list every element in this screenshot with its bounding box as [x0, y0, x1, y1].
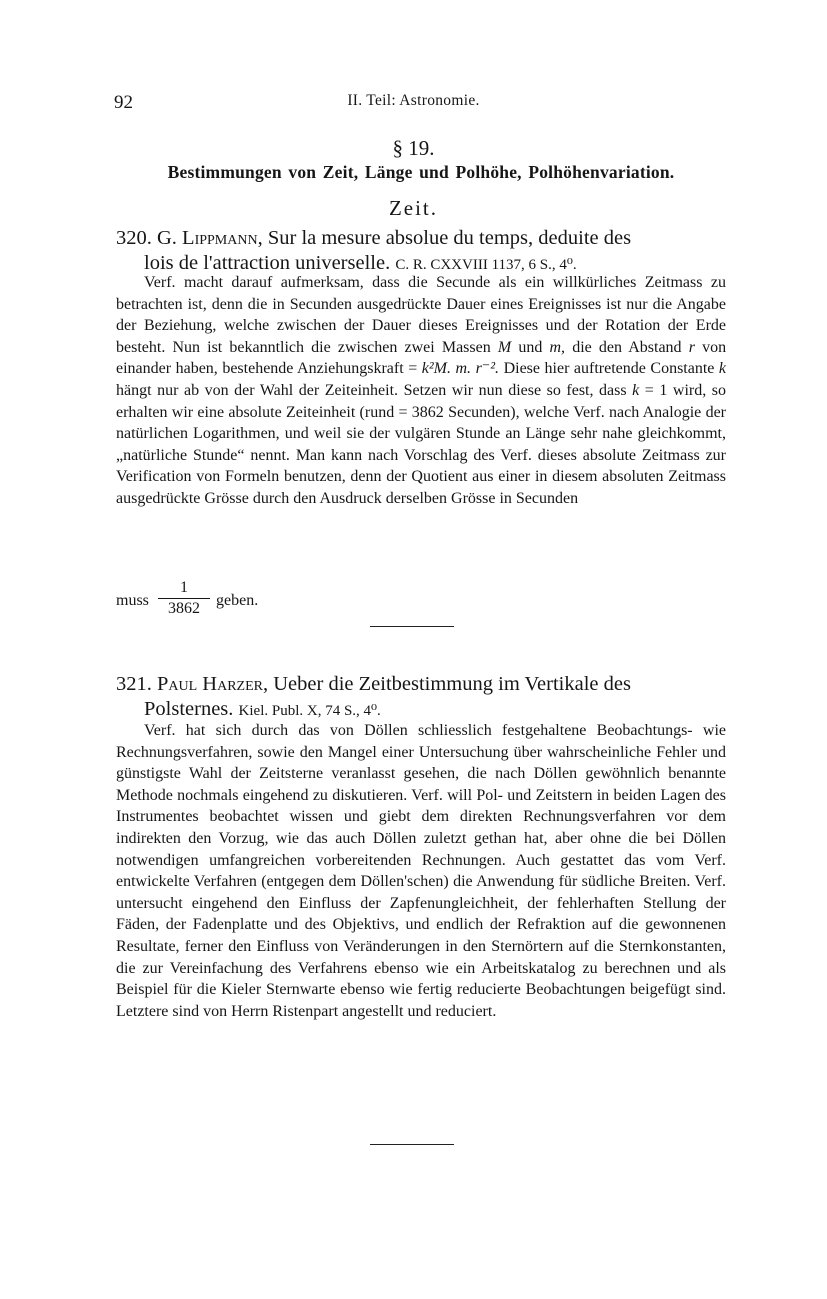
entry-320-abstract: Verf. macht darauf aufmerksam, dass die Secunde als ein willkürliches Zeitmass zu betrachten ist, denn die in Secunden ausgedrückte Dauer eines Ereignisses ist nur die Angabe der Beziehung, welche zwischen der Dauer dieses Ereignisses und der Rotation der Erde besteht. Nun ist bekanntlich die zwischen zwei Massen M und m, die den Abstand r von einander haben, bestehende Anziehungskraft = k²M. m. r⁻². Diese hier auftretende Constante k hängt nur ab von der Wahl der Zeiteinheit. Setzen wir nun diese so fest, dass k = 1 wird, so erhalten wir eine absolute Zeiteinheit (rund = 3862 Secunden), welche Verf. nach Analogie der natürlichen Logarithmen, und weil sie der vulgären Stunde an Länge sehr nahe gleichkommt, „natürliche Stunde“ nennt. Man kann nach Vorschlag des Verf. dieses absolute Zeitmass zur Verification von Formeln benutzen, denn der Quotient aus einer in diesem absoluten Zeitmass ausgedrückte Grösse durch den Ausdruck derselben Grösse in Secunden: [116, 274, 727, 507]
section-title: Bestimmungen von Zeit, Länge und Polhöhe, Polhöhenvariation.: [167, 162, 675, 182]
fraction: 1 3862: [158, 578, 210, 619]
entry-number: 321.: [116, 673, 152, 695]
entry-321-abstract: Verf. hat sich durch das von Döllen schliesslich festgehaltene Beobachtungs- wie Rechnungsverfahren, sowie den Mangel einer Untersuchung über wahrscheinliche Fehler und günstigste Wahl der Zeitsterne veranlasst gesehen, die nach Döllen gewöhnlich benannte Methode nochmals eingehend zu diskutieren. Verf. will Pol- und Zeitstern in beiden Lagen des Instrumentes beobachtet wissen und giebt dem direkten Rechnungsverfahren vor dem indirekten den Vorzug, wie das auch Döllen zuletzt gethan hat, aber ohne die bei Döllen notwendigen umfangreichen vorbereitenden Rechnungen. Auch gestattet das vom Verf. entwickelte Verfahren (entgegen dem Döllen'schen) die Anwendung für südliche Breiten. Verf. untersucht eingehend den Einfluss der Zapfenungleichheit, der fehlerhaften Stellung der Fäden, der Fadenplatte und des Objektivs, und endlich der Refraktion auf die gewonnenen Resultate, ferner den Einfluss von Veränderungen in den Sternörtern auf die Sternkonstanten, die zur Vereinfachung des Verfahrens ebenso wie ein Arbeitskatalog zu berechnen und als Beispiel für die Kieler Sternwarte ebenso wie fertig reducierte Beobachtungen beigefügt sind. Letztere sind von Herrn Ristenpart angestellt und reduciert.: [116, 722, 726, 1020]
entry-number: 320.: [116, 227, 152, 249]
subsection-title: Zeit.: [388, 196, 439, 220]
attraction-formula: k²M. m. r⁻².: [421, 360, 500, 378]
entry-author: Paul Harzer,: [157, 673, 269, 695]
section-number: § 19.: [392, 136, 435, 160]
separator-rule: [370, 626, 454, 627]
page-number: 92: [114, 92, 133, 113]
entry-author: G. Lippmann,: [157, 227, 263, 249]
entry-320-heading: [116, 226, 726, 278]
entry-source: C. R. CXXVIII 1137, 6 S., 4⁰.: [395, 257, 577, 273]
entry-title-cont: lois de l'attraction universelle.: [144, 252, 391, 274]
entry-title: Ueber die Zeitbestimmung im Vertikale des: [273, 673, 631, 695]
separator-rule: [370, 1144, 454, 1145]
fraction-formula: muss 1 3862 geben.: [116, 579, 259, 617]
entry-321-heading: [116, 672, 726, 724]
entry-source: Kiel. Publ. X, 74 S., 4⁰.: [238, 703, 381, 719]
entry-title-cont: Polsternes.: [144, 698, 234, 720]
entry-title: Sur la mesure absolue du temps, deduite des: [267, 227, 632, 249]
running-title: II. Teil: Astronomie.: [347, 92, 480, 109]
